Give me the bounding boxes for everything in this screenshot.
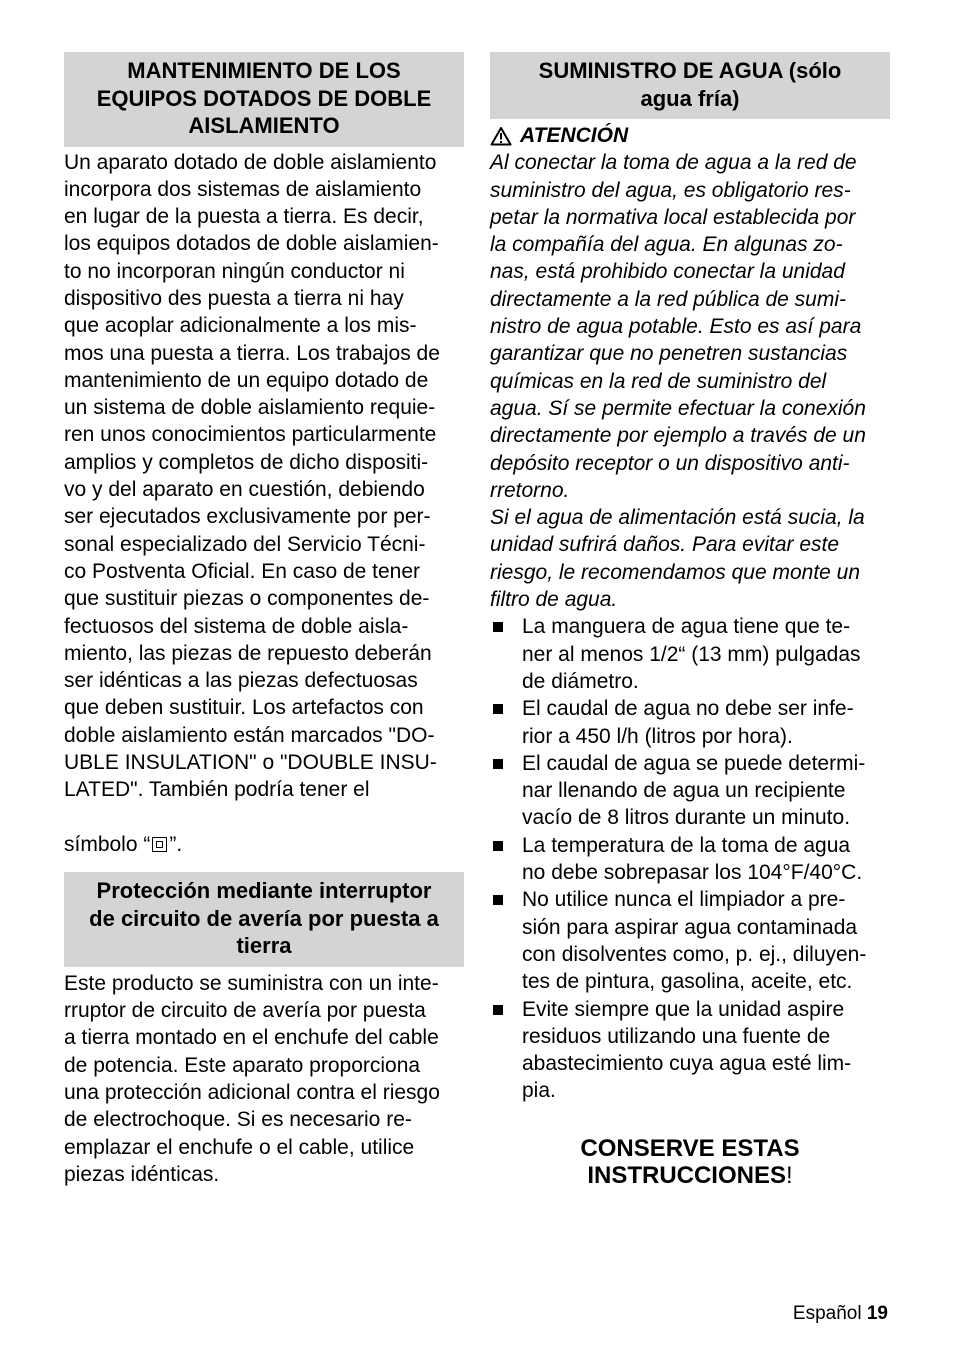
list-item — [490, 996, 890, 1105]
attention-title — [490, 122, 890, 149]
list-item — [490, 886, 890, 995]
warning-triangle-icon — [490, 126, 512, 146]
water-supply-bullet-list — [490, 613, 890, 1104]
bullet-square-icon — [493, 759, 503, 769]
list-item — [490, 832, 890, 887]
list-item-text: La temperatura de la toma de agua no debe sobrepasar los 104°F/40°C. — [522, 833, 863, 885]
list-item-text: La manguera de agua tiene que te- ner al menos 1/2“ (13 mm) pulgadas de diámetro. — [522, 615, 861, 693]
bullet-square-icon — [493, 622, 503, 632]
attention-paragraph-2: Si el agua de alimentación está sucia, la unidad sufrirá daños. Para evitar este riesgo, le recomendamos que monte un filtro de agua. — [490, 506, 865, 612]
attention-title-text: ATENCIÓN — [520, 124, 629, 147]
bullet-square-icon — [493, 841, 503, 851]
list-item-text: El caudal de agua se puede determi- nar llenando de agua un recipiente vacío de 8 litros durante un minuto. — [522, 751, 866, 830]
right-column — [490, 52, 890, 1189]
heading-gfci-protection-text: Protección mediante interruptor de circuito de avería por puesta a tierra — [89, 878, 439, 959]
symbol-suffix: ”. — [169, 832, 183, 856]
attention-paragraph-1: Al conectar la toma de agua a la red de suministro del agua, es obligatorio res- petar la normativa local establecida por la compañía del agua. En algunas zo- nas, está prohibido conectar la unidad directamente a la red pública de sumi- nistro de agua potable. Esto es así para garantizar que no penetren sustancias químicas en la red de suministro del agua. Sí se permite efectuar la conexión directamente por ejemplo a través de un depósito receptor o un dispositivo anti- rretorno. — [490, 151, 866, 502]
list-item-text: No utilice nunca el limpiador a pre- sión para aspirar agua contaminada con disolventes como, p. ej., diluyen- tes de pintura, gasolina, aceite, etc. — [522, 888, 867, 994]
save-instructions-line2-text: INSTRUCCIONES — [587, 1161, 786, 1189]
list-item — [490, 695, 890, 750]
save-instructions-line2 — [490, 1162, 890, 1189]
list-item-text: Evite siempre que la unidad aspire residuos utilizando una fuente de abastecimiento cuya agua esté lim- pia. — [522, 997, 852, 1103]
heading-gfci-protection — [64, 872, 464, 967]
page-number: 19 — [866, 1303, 888, 1324]
heading-water-supply-text: SUMINISTRO DE AGUA (sólo agua fría) — [538, 58, 842, 111]
heading-double-insulation — [64, 52, 464, 147]
double-insulation-symbol-icon — [152, 837, 167, 852]
left-column — [64, 52, 464, 1188]
list-item — [490, 613, 890, 695]
bullet-square-icon — [493, 1005, 503, 1015]
save-instructions-notice — [490, 1135, 890, 1189]
save-instructions-line1: CONSERVE ESTAS — [580, 1134, 800, 1162]
list-item — [490, 750, 890, 832]
bullet-square-icon — [493, 704, 503, 714]
page-footer — [793, 1302, 888, 1326]
save-instructions-exclamation: ! — [786, 1161, 793, 1189]
heading-double-insulation-text: MANTENIMIENTO DE LOS EQUIPOS DOTADOS DE DOBLE AISLAMIENTO — [96, 58, 432, 138]
gfci-paragraph: Este producto se suministra con un inte- rruptor de circuito de avería por puesta a tierra montado en el enchufe del cable de potencia. Este aparato proporciona una protección adicional contra el riesgo de electrochoque. Si es necesario re- emplazar el enchufe o el cable, utilice piezas idénticas. — [64, 971, 440, 1186]
symbol-prefix: símbolo “ — [64, 832, 151, 856]
bullet-square-icon — [493, 895, 503, 905]
double-insulation-symbol-line — [64, 804, 464, 859]
heading-water-supply — [490, 52, 890, 119]
footer-language: Español — [792, 1303, 862, 1324]
list-item-text: El caudal de agua no debe ser infe- rior a 450 l/h (litros por hora). — [522, 697, 854, 748]
double-insulation-paragraph: Un aparato dotado de doble aislamiento incorpora dos sistemas de aislamiento en lugar de la puesta a tierra. Es decir, los equipos dotados de doble aislamien- to no incorporan ningún conductor ni dispositivo des puesta a tierra ni hay que acoplar adicionalmente a los mis- mos una puesta a tierra. Los trabajos de mantenimiento de un equipo dotado de un sistema de doble aislamiento requie- ren unos conocimientos particularmente amplios y completos de dicho dispositi- vo y del aparato en cuestión, debiendo ser ejecutados exclusivamente por per- sonal especializado del Servicio Técni- co Postventa Oficial. En caso de tener que sustituir piezas o componentes de- fectuosos del sistema de doble aisla- miento, las piezas de repuesto deberán ser idénticas a las piezas defectuosas que deben sustituir. Los artefactos con doble aislamiento están marcados "DO- UBLE INSULATION" o "DOUBLE INSU- LATED". También podría tener el — [64, 150, 440, 802]
